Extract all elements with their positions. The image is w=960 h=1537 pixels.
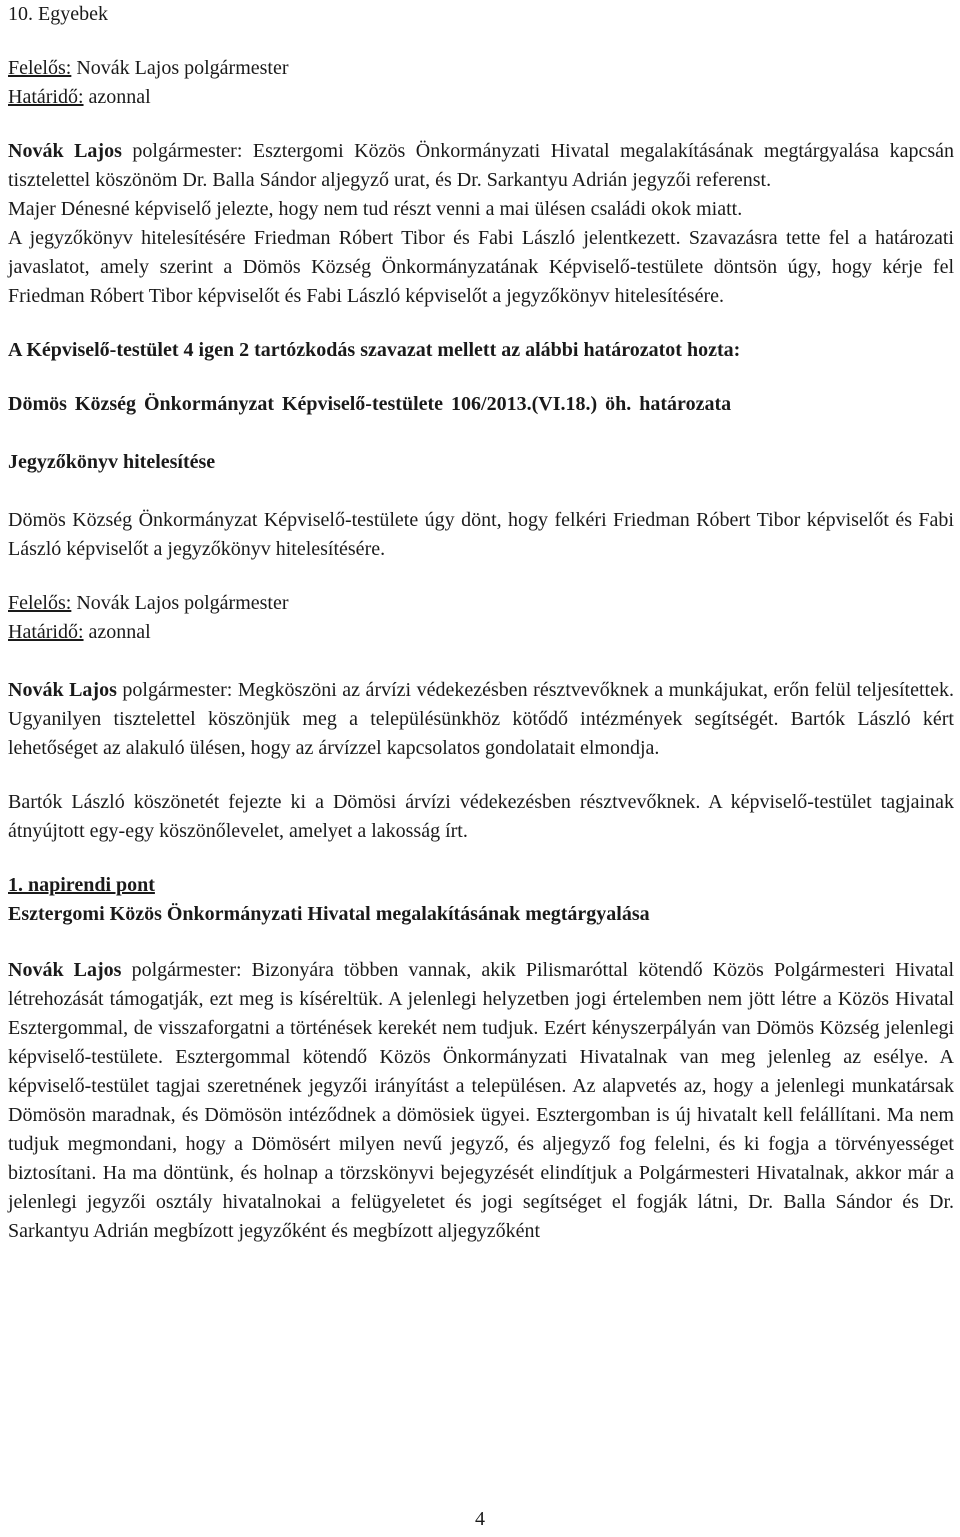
responsible-value: Novák Lajos polgármester [71, 592, 289, 614]
responsible-value: Novák Lajos polgármester [71, 57, 289, 79]
responsible-label: Felelős: [8, 57, 72, 79]
paragraph-text: polgármester: Megköszöni az árvízi védekezésben résztvevőknek a munkájukat, erőn felül teljesítettek. Ugyanilyen tisztelettel köszönjük meg a településünkhöz kötődő intézmények segítségét. Bartók László kért lehetőséget az alakuló ülésen, hogy az árvízzel kapcsolatos gondolatait elmondja. [8, 679, 954, 759]
deadline-line [8, 83, 954, 112]
deadline-value: azonnal [83, 621, 151, 643]
paragraph-absence: Majer Dénesné képviselő jelezte, hogy nem tud részt venni a mai ülésen családi okok miatt. [8, 198, 743, 220]
deadline-line [8, 618, 954, 647]
resolution-text: Dömös Község Önkormányzat Képviselő-testülete úgy dönt, hogy felkéri Friedman Róbert Tibor képviselőt és Fabi László képviselőt a jegyzőkönyv hitelesítésére. [8, 509, 954, 560]
resolution-subject: Jegyzőkönyv hitelesítése [8, 451, 216, 473]
paragraph-authentication: A jegyzőkönyv hitelesítésére Friedman Róbert Tibor és Fabi László jelentkezett. Szavazásra tette fel a határozati javaslatot, amely szerint a Dömös Község Önkormányzatának Képviselő-testülete döntsön úgy, hogy kérje fel Friedman Róbert Tibor képviselőt és Fabi László képviselőt a jegyzőkönyv hitelesítésére. [8, 227, 954, 307]
speaker-name: Novák Lajos [8, 679, 117, 701]
section-title: 10. Egyebek [8, 3, 108, 25]
resolution-title: Dömös Község Önkormányzat Képviselő-testülete 106/2013.(VI.18.) öh. határozata [8, 393, 732, 415]
speaker-name: Novák Lajos [8, 959, 122, 981]
vote-result: A Képviselő-testület 4 igen 2 tartózkodás szavazat mellett az alábbi határozatot hozta: [8, 339, 741, 361]
speaker-name: Novák Lajos [8, 140, 122, 162]
agenda-number: 1. napirendi pont [8, 874, 155, 896]
paragraph-text: polgármester: Esztergomi Közös Önkormányzati Hivatal megalakításának megtárgyalása kapcsán tisztelettel köszönöm Dr. Balla Sándor aljegyző urat, és Dr. Sarkantyu Adrián jegyzői referenst. [8, 140, 954, 191]
responsible-line [8, 54, 954, 83]
responsible-line [8, 589, 954, 618]
deadline-label: Határidő: [8, 86, 84, 108]
responsible-label: Felelős: [8, 592, 72, 614]
agenda-title: Esztergomi Közös Önkormányzati Hivatal megalakításának megtárgyalása [8, 903, 650, 925]
deadline-label: Határidő: [8, 621, 84, 643]
paragraph-text: polgármester: Bizonyára többen vannak, akik Pilismaróttal kötendő Közös Polgármesteri Hivatal létrehozását támogatják, ezt meg is kíséreltük. A jelenlegi helyzetben jogi értelemben nem jött létre a Közös Hivatal Esztergommal, de visszaforgatni a történések kerekét nem tudjuk. Ezért kényszerpályán van Dömös Község jelenlegi képviselő-testülete. Esztergommal kötendő Közös Önkormányzati Hivatalnak van meg jelenleg az esélye. A képviselő-testület tagjai szeretnének jegyzői irányítást a településen. Az alapvetés az, hogy a jelenlegi munkatársak Dömösön maradnak, és Dömösön intéződnek a dömösiek ügyei. Esztergomban is új hivatalt kell felállítani. Ma nem tudjuk megmondani, hogy a Dömösért milyen nevű jegyző, és aljegyző fog felelni, és ki fogja a törvényességet biztosítani. Ha ma döntünk, és holnap a törzskönyvi bejegyzését elindítjuk a Polgármesteri Hivatalnak, akkor már a jelenlegi jegyzői osztály hivatalnokai a felügyeletet és jogi segítséget el fogják látni, Dr. Balla Sándor és Dr. Sarkantyu Adrián megbízott jegyzőként és megbízott aljegyzőként [8, 959, 954, 1242]
paragraph-mayor-thanks [8, 137, 954, 195]
paragraph-mayor-agenda [8, 956, 954, 1246]
paragraph-flood-thanks [8, 676, 954, 763]
document-page [8, 0, 954, 1246]
deadline-value: azonnal [83, 86, 151, 108]
paragraph-bartok: Bartók László köszönetét fejezte ki a Dömösi árvízi védekezésben résztvevőknek. A képviselő-testület tagjainak átnyújtott egy-egy köszönőlevelet, amelyet a lakosság írt. [8, 791, 954, 842]
page-number: 4 [475, 1508, 485, 1530]
